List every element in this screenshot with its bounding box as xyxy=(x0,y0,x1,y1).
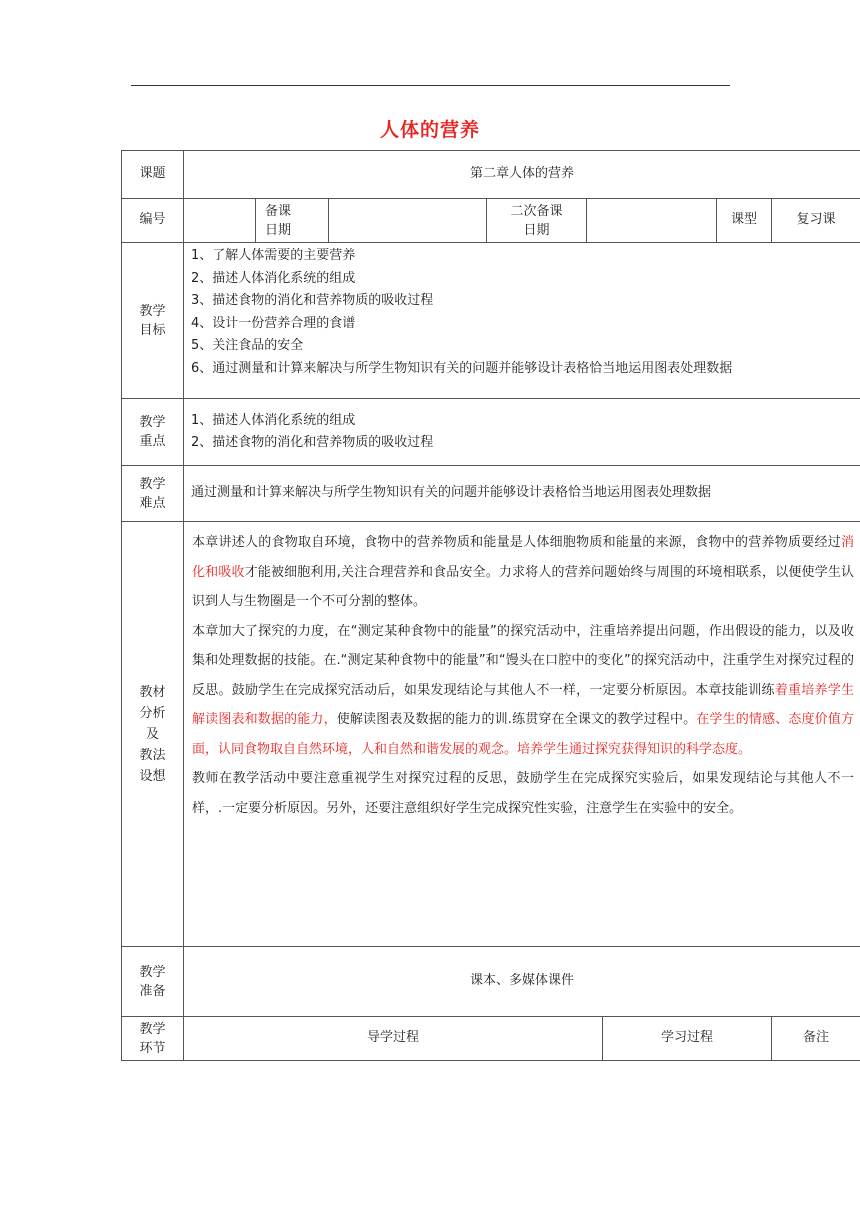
label-second-prep-date xyxy=(487,199,587,243)
row-objectives xyxy=(122,243,860,399)
topic-value: 第二章人体的营养 xyxy=(184,151,860,199)
p1-text-b: 才能被细胞利用,关注合理营养和食品安全。力求将人的营养问题始终与周围的环境相联系，以便使学生认识到人与生物圈是一个不可分割的整体。 xyxy=(192,564,855,609)
label-preparation-line2: 准备 xyxy=(139,983,166,999)
objective-item: 6、通过测量和计算来解决与所学生物知识有关的问题并能够设计表格恰当地运用图表处理数据 xyxy=(191,360,733,376)
column-learning-process: 学习过程 xyxy=(603,1017,772,1061)
number-value xyxy=(184,199,256,243)
lesson-plan-table xyxy=(121,150,860,1061)
row-preparation xyxy=(122,947,860,1017)
label-difficulty-line1: 教学 xyxy=(139,476,166,492)
lesson-type-value: 复习课 xyxy=(772,199,860,243)
analysis-paragraph-2 xyxy=(192,617,854,765)
row-steps xyxy=(122,1017,860,1061)
label-second-prep-line2: 日期 xyxy=(523,222,550,238)
label-focus xyxy=(122,399,184,466)
label-lesson-type: 课型 xyxy=(717,199,772,243)
row-number xyxy=(122,199,860,243)
label-steps xyxy=(122,1017,184,1061)
p2-highlight-1: 着重培养学生解读图表和数据的能力， xyxy=(192,682,854,727)
label-analysis-line5: 设想 xyxy=(139,768,166,784)
focus-list xyxy=(184,399,860,466)
column-guide-process: 导学过程 xyxy=(184,1017,603,1061)
label-analysis-line1: 教材 xyxy=(139,684,166,700)
label-analysis-line3: 及 xyxy=(145,726,159,742)
analysis-text xyxy=(184,522,860,947)
p2-text-b: 使解读图表及数据的能力的训.练贯穿在全课文的教学过程中。 xyxy=(336,712,697,727)
label-preparation xyxy=(122,947,184,1017)
column-remarks: 备注 xyxy=(772,1017,860,1061)
label-objectives-line1: 教学 xyxy=(139,303,166,319)
objective-item: 2、描述人体消化系统的组成 xyxy=(191,270,356,286)
row-analysis xyxy=(122,522,860,947)
analysis-paragraph-3: 教师在教学活动中要注意重视学生对探究过程的反思，鼓励学生在完成探究实验后，如果发现结论与其他人不一样，.一定要分析原因。另外，还要注意组织好学生完成探究性实验，注意学生在实验中的安全。 xyxy=(192,771,855,816)
row-topic xyxy=(122,151,860,199)
label-analysis-line2: 分析 xyxy=(139,705,166,721)
p1-text-a: 本章讲述人的食物取自环境，食物中的营养物质和能量是人体细胞物质和能量的来源，食物中的营养物质要经过 xyxy=(192,535,841,550)
row-focus xyxy=(122,399,860,466)
document-title: 人体的营养 xyxy=(379,119,480,141)
label-number: 编号 xyxy=(122,199,184,243)
objective-item: 4、设计一份营养合理的食谱 xyxy=(191,315,356,331)
objective-item: 3、描述食物的消化和营养物质的吸收过程 xyxy=(191,293,434,308)
label-steps-line2: 环节 xyxy=(139,1040,166,1056)
p1-highlight: 消化和吸收 xyxy=(192,535,855,580)
label-objectives xyxy=(122,243,184,399)
label-second-prep-line1: 二次备课 xyxy=(510,203,563,219)
p2-highlight-2: 在学生的情感、态度价值方面，认同食物取自自然环境，人和自然和谐发展的观念。培养学生通过探究获得知识的科学态度。 xyxy=(192,712,854,757)
objectives-list xyxy=(184,243,860,399)
label-difficulty xyxy=(122,466,184,522)
objective-item: 1、了解人体需要的主要营养 xyxy=(191,248,356,263)
label-topic: 课题 xyxy=(122,151,184,199)
prep-date-value xyxy=(329,199,487,243)
row-difficulty xyxy=(122,466,860,522)
label-focus-line2: 重点 xyxy=(139,434,166,449)
label-prep-date-line1: 备课 xyxy=(265,203,292,219)
label-analysis-line4: 教法 xyxy=(139,747,166,763)
label-objectives-line2: 目标 xyxy=(139,322,166,338)
p2-text-a: 本章加大了探究的力度，在“测定某种食物中的能量”的探究活动中，注重培养提出问题，作出假设的能力，以及收集和处理数据的技能。在.“测定某种食物中的能量”和“馒头在口腔中的变化”的探究活动中，注重学生对探究过程的反思。鼓励学生在完成探究活动后，如果发现结论与其他人不一样，一定要分析原因。本章技能训练 xyxy=(192,623,855,698)
focus-item: 2、描述食物的消化和营养物质的吸收过程 xyxy=(191,435,434,450)
label-analysis xyxy=(122,522,184,947)
difficulty-text: 通过测量和计算来解决与所学生物知识有关的问题并能够设计表格恰当地运用图表处理数据 xyxy=(184,466,860,522)
second-prep-date-value xyxy=(587,199,717,243)
label-focus-line1: 教学 xyxy=(139,415,166,430)
analysis-paragraph-1 xyxy=(192,528,854,617)
preparation-text: 课本、多媒体课件 xyxy=(184,947,860,1017)
label-prep-date-line2: 日期 xyxy=(265,222,292,238)
header-rule xyxy=(131,85,730,86)
objective-item: 5、关注食品的安全 xyxy=(191,338,304,353)
label-prep-date xyxy=(256,199,329,243)
focus-item: 1、描述人体消化系统的组成 xyxy=(191,412,356,428)
label-preparation-line1: 教学 xyxy=(139,964,166,980)
label-steps-line1: 教学 xyxy=(139,1021,166,1037)
label-difficulty-line2: 难点 xyxy=(139,495,166,511)
